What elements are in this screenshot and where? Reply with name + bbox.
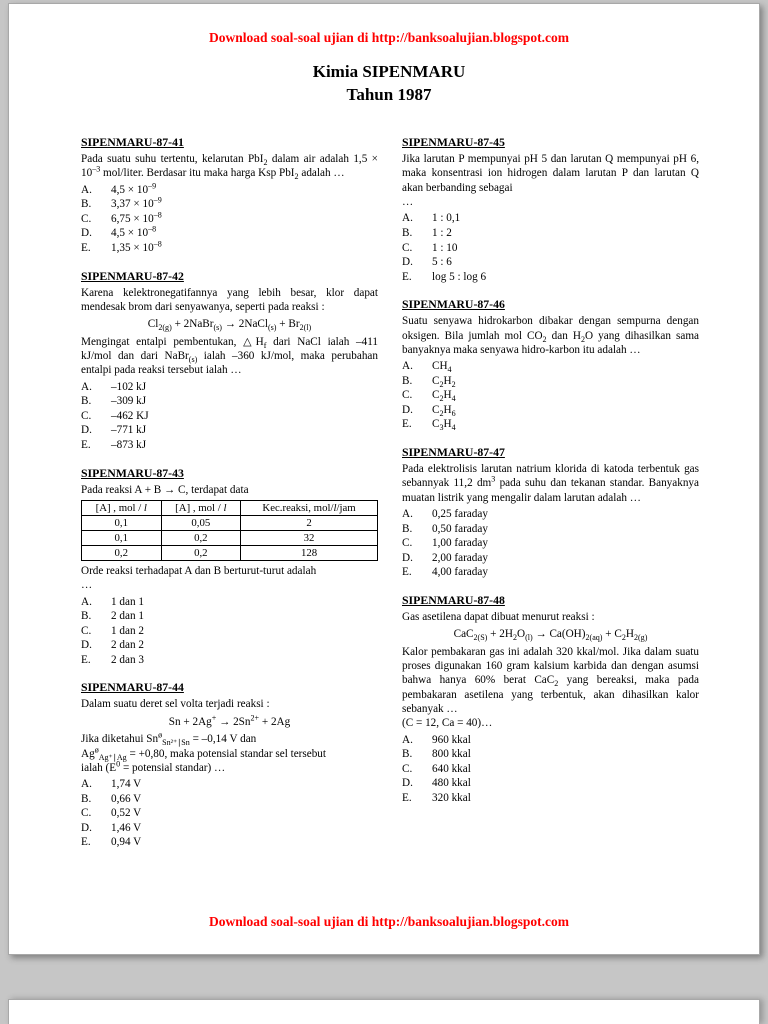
option-row: [81, 394, 378, 409]
option-row: [81, 212, 378, 227]
option-row: [402, 241, 699, 256]
option-row: [402, 747, 699, 762]
option-row: [402, 762, 699, 777]
option-text: $C_2H_4$: [432, 389, 456, 404]
option-text: 800 kkal: [432, 748, 471, 761]
options-list: [402, 359, 699, 432]
table-cell: 0,1: [82, 530, 162, 545]
question-text: (C = 12, Ca = 40)…: [402, 717, 493, 730]
option-row: [402, 270, 699, 285]
option-row: [81, 609, 378, 624]
question-text: $Ag^ø_{Ag^+∣Ag} = +0,80$, maka potensial standar sel tersebut: [81, 744, 327, 762]
option-label: C.: [81, 409, 92, 422]
question-text: Suatu senyawa hidrokarbon dibakar dengan sempurna dengan oksigen. Bila jumlah mol $CO_2$ dan $H_2O$ yang dihasilkan sama banyaknya maka senyawa hidro-karbon itu adalah …: [402, 315, 699, 356]
question-SIPENMARU-87-42: [81, 269, 378, 453]
option-label: D.: [402, 403, 413, 416]
option-text: 1 : 0,1: [432, 212, 461, 225]
table-cell: 128: [241, 545, 378, 560]
options-list: [402, 211, 699, 284]
option-label: A.: [81, 380, 92, 393]
table-header: [82, 500, 378, 515]
top-download-link[interactable]: Download soal-soal ujian di http://banksoalujian.blogspot.com: [208, 30, 570, 45]
option-row: [402, 536, 699, 551]
question-SIPENMARU-87-46: [402, 297, 699, 432]
option-label: A.: [402, 212, 413, 225]
option-text: 2 dan 3: [111, 653, 144, 666]
option-label: D.: [81, 821, 92, 834]
option-text: 960 kkal: [432, 733, 471, 746]
table-header-cell: [A] , mol / l: [82, 500, 162, 515]
bottom-download-link[interactable]: Download soal-soal ujian di http://banksoalujian.blogspot.com: [208, 913, 570, 929]
options-list: [81, 380, 378, 453]
option-row: [81, 821, 378, 836]
question-id: SIPENMARU-87-42: [81, 268, 184, 283]
option-text: 4,00 faraday: [432, 566, 488, 579]
table-cell: 0,05: [161, 515, 241, 530]
option-label: B.: [402, 226, 413, 239]
question-id: SIPENMARU-87-43: [81, 465, 184, 480]
option-label: D.: [402, 256, 413, 269]
option-label: B.: [402, 748, 413, 761]
option-label: C.: [81, 624, 92, 637]
option-label: B.: [81, 198, 92, 211]
question-text: Pada reaksi A + B → C, terdapat data: [81, 483, 249, 496]
option-label: C.: [402, 389, 413, 402]
option-label: C.: [402, 762, 413, 775]
option-text: 0,25 faraday: [432, 507, 488, 520]
option-row: [81, 423, 378, 438]
question-SIPENMARU-87-48: [402, 593, 699, 806]
option-row: [402, 507, 699, 522]
option-row: [402, 776, 699, 791]
option-row: [402, 388, 699, 403]
option-text: $4,5 \times 10^{-8}$: [111, 224, 157, 240]
option-text: –102 kJ: [111, 380, 147, 393]
table-cell: 0,2: [161, 530, 241, 545]
option-row: [81, 180, 378, 198]
table-cell: 32: [241, 530, 378, 545]
question-text: ialah ($E^0$ = potensial standar) …: [81, 759, 226, 774]
left-column: [81, 135, 378, 863]
option-row: [81, 792, 378, 807]
option-label: E.: [402, 418, 412, 431]
chemical-equation: $CaC_{2(S)} + 2H_2O_{(l)} \to Ca(OH)_{2(aq)} + C_2H_{2(g)}$: [453, 628, 648, 643]
option-text: 1,74 V: [111, 778, 142, 791]
option-label: D.: [402, 777, 413, 790]
option-text: 1 : 10: [432, 241, 458, 254]
option-label: C.: [81, 212, 92, 225]
option-label: E.: [81, 653, 91, 666]
option-text: $CH_4$: [432, 360, 452, 375]
option-text: 2 dan 2: [111, 639, 144, 652]
option-label: B.: [81, 610, 92, 623]
option-row: [402, 403, 699, 418]
option-text: $3,37 \times 10^{-9}$: [111, 195, 162, 211]
reaction-data-table: [81, 500, 378, 561]
option-label: D.: [81, 227, 92, 240]
option-row: [402, 359, 699, 374]
option-row: [81, 409, 378, 424]
option-label: A.: [81, 778, 92, 791]
question-columns: [81, 135, 697, 863]
table-row: [82, 530, 378, 545]
option-row: [402, 211, 699, 226]
option-text: $1,35 \times 10^{-8}$: [111, 239, 162, 254]
option-row: [81, 197, 378, 212]
option-row: [81, 380, 378, 395]
option-label: E.: [402, 791, 412, 804]
option-text: $C_2H_2$: [432, 374, 456, 389]
option-text: 480 kkal: [432, 777, 471, 790]
question-text: Gas asetilena dapat dibuat menurut reaksi :: [402, 610, 595, 623]
option-row: [81, 638, 378, 653]
option-label: C.: [81, 807, 92, 820]
option-label: B.: [81, 792, 92, 805]
option-row: [81, 806, 378, 821]
option-text: $4,5 \times 10^{-9}$: [111, 180, 157, 196]
table-header-cell: [A] , mol / l: [161, 500, 241, 515]
question-text: Karena kelektronegatifannya yang lebih besar, klor dapat mendesak brom dari senyawanya, seperti pada reaksi :: [81, 286, 378, 313]
option-row: [81, 624, 378, 639]
options-list: [81, 180, 378, 256]
question-text: …: [402, 196, 414, 209]
table-header-cell: Kec.reaksi, mol/l/jam: [241, 500, 378, 515]
table-body: [82, 515, 378, 560]
option-row: [81, 653, 378, 668]
option-text: 2,00 faraday: [432, 551, 488, 564]
question-id: SIPENMARU-87-41: [81, 135, 184, 150]
right-column: [402, 135, 699, 863]
option-row: [81, 777, 378, 792]
option-row: [402, 551, 699, 566]
option-text: 0,66 V: [111, 792, 142, 805]
option-row: [81, 438, 378, 453]
question-text: …: [81, 579, 93, 592]
table-row: [82, 515, 378, 530]
table-cell: 2: [241, 515, 378, 530]
option-row: [402, 226, 699, 241]
option-text: –771 kJ: [111, 424, 147, 437]
option-label: D.: [402, 551, 413, 564]
option-text: –462 KJ: [111, 409, 149, 422]
option-row: [81, 241, 378, 256]
chemical-equation: $Sn + 2Ag^+ \to 2Sn^{2+} + 2Ag$: [168, 712, 291, 728]
option-text: 1,00 faraday: [432, 537, 488, 550]
option-text: 640 kkal: [432, 762, 471, 775]
question-id: SIPENMARU-87-47: [402, 444, 505, 459]
option-label: D.: [81, 639, 92, 652]
option-text: 1 dan 2: [111, 624, 144, 637]
title-line-1: Kimia SIPENMARU: [312, 62, 466, 82]
option-text: 320 kkal: [432, 791, 471, 804]
option-label: E.: [402, 270, 412, 283]
option-label: A.: [402, 360, 413, 373]
option-label: B.: [402, 522, 413, 535]
option-label: A.: [402, 733, 413, 746]
option-row: [402, 255, 699, 270]
question-SIPENMARU-87-45: [402, 135, 699, 284]
option-row: [402, 522, 699, 537]
option-text: 0,94 V: [111, 836, 142, 849]
option-label: E.: [402, 566, 412, 579]
option-text: 2 dan 1: [111, 610, 144, 623]
option-label: C.: [402, 241, 413, 254]
question-id: SIPENMARU-87-48: [402, 592, 505, 607]
option-text: 0,52 V: [111, 807, 142, 820]
option-row: [402, 565, 699, 580]
option-row: [81, 595, 378, 610]
option-label: D.: [81, 424, 92, 437]
question-text: Jika larutan P mempunyai pH 5 dan larutan Q mempunyai pH 6, maka konsentrasi ion hidrogen dalam larutan P dan larutan Q akan berbanding sebagai: [402, 153, 699, 194]
option-label: A.: [81, 183, 92, 196]
option-text: –873 kJ: [111, 438, 147, 451]
option-text: $C_2H_6$: [432, 403, 456, 419]
option-label: E.: [81, 438, 91, 451]
option-row: [402, 733, 699, 748]
option-label: C.: [402, 537, 413, 550]
question-id: SIPENMARU-87-46: [402, 297, 505, 312]
option-text: –309 kJ: [111, 395, 147, 408]
table-cell: 0,2: [161, 545, 241, 560]
question-SIPENMARU-87-44: [81, 680, 378, 850]
table-cell: 0,2: [82, 545, 162, 560]
option-row: [81, 835, 378, 850]
question-text: Mengingat entalpi pembentukan, $\triangle H_f$ dari NaCl ialah –411 kJ/mol dan dari NaBr$_{(s)}$ ialah –360 kJ/mol, maka perubahan entalpi pada reaksi tersebut ialah …: [81, 335, 378, 377]
question-text: Orde reaksi terhadapat A dan B berturut-turut adalah: [81, 564, 317, 577]
question-text: Jika diketahui $Sn^ø_{Sn^{2+}∣Sn} = -0,14$ V dan: [81, 730, 257, 748]
table-row: [82, 545, 378, 560]
option-row: [81, 226, 378, 241]
option-text: $6,75 \times 10^{-8}$: [111, 210, 162, 225]
question-SIPENMARU-87-47: [402, 445, 699, 580]
options-list: [81, 777, 378, 850]
question-text: Dalam suatu deret sel volta terjadi reaksi :: [81, 698, 270, 711]
document-page: [8, 3, 760, 955]
question-SIPENMARU-87-41: [81, 135, 378, 255]
option-label: A.: [402, 507, 413, 520]
document-title: [81, 61, 697, 107]
option-text: 5 : 6: [432, 256, 452, 269]
option-label: B.: [81, 395, 92, 408]
next-page-top-edge: [8, 999, 760, 1024]
options-list: [81, 595, 378, 668]
option-label: B.: [402, 374, 413, 387]
option-text: $C_3H_4$: [432, 418, 456, 433]
option-label: E.: [81, 241, 91, 254]
option-text: 0,50 faraday: [432, 522, 488, 535]
question-id: SIPENMARU-87-44: [81, 680, 184, 695]
option-row: [402, 417, 699, 432]
option-text: 1 dan 1: [111, 595, 144, 608]
option-label: E.: [81, 836, 91, 849]
table-cell: 0,1: [82, 515, 162, 530]
table-header-row: [82, 500, 378, 515]
options-list: [402, 733, 699, 806]
option-text: 1,46 V: [111, 821, 142, 834]
question-SIPENMARU-87-43: [81, 466, 378, 668]
question-text: Kalor pembakaran gas ini adalah 320 kkal/mol. Jika dalam suatu proses digunakan 160 gram kalsium karbida dan dengan asumsi bahwa hanya 60% berat CaC$_2$ yang bereaksi, maka pada pembakaran asetilena yang terbentuk, akan dihasilkan kalor sebanyak …: [402, 645, 699, 715]
title-line-2: Tahun 1987: [346, 85, 432, 105]
option-text: 1 : 2: [432, 226, 452, 239]
options-list: [402, 507, 699, 580]
page-gap: [8, 955, 760, 999]
option-label: A.: [81, 595, 92, 608]
option-row: [402, 374, 699, 389]
option-row: [402, 791, 699, 806]
option-text: log 5 : log 6: [432, 270, 487, 283]
chemical-equation: $Cl_{2(g)}$ + 2NaBr$_{(s)}$ → 2NaCl$_{(s)}$ + $Br_{2(l)}$: [147, 318, 312, 333]
question-text: Pada elektrolisis larutan natrium klorida di katoda terbentuk gas sebannyak 11,2 $dm^3$ pada suhu dan tekanan standar. Banyaknya muatan listrik yang mengalir dalam larutan adalah …: [402, 462, 699, 504]
question-text: Pada suatu suhu tertentu, kelarutan PbI$_2$ dalam air adalah $1,5 \times 10^{-3}$ mol/liter. Berdasar itu maka harga Ksp PbI$_2$ adalah …: [81, 153, 378, 182]
question-id: SIPENMARU-87-45: [402, 135, 505, 150]
